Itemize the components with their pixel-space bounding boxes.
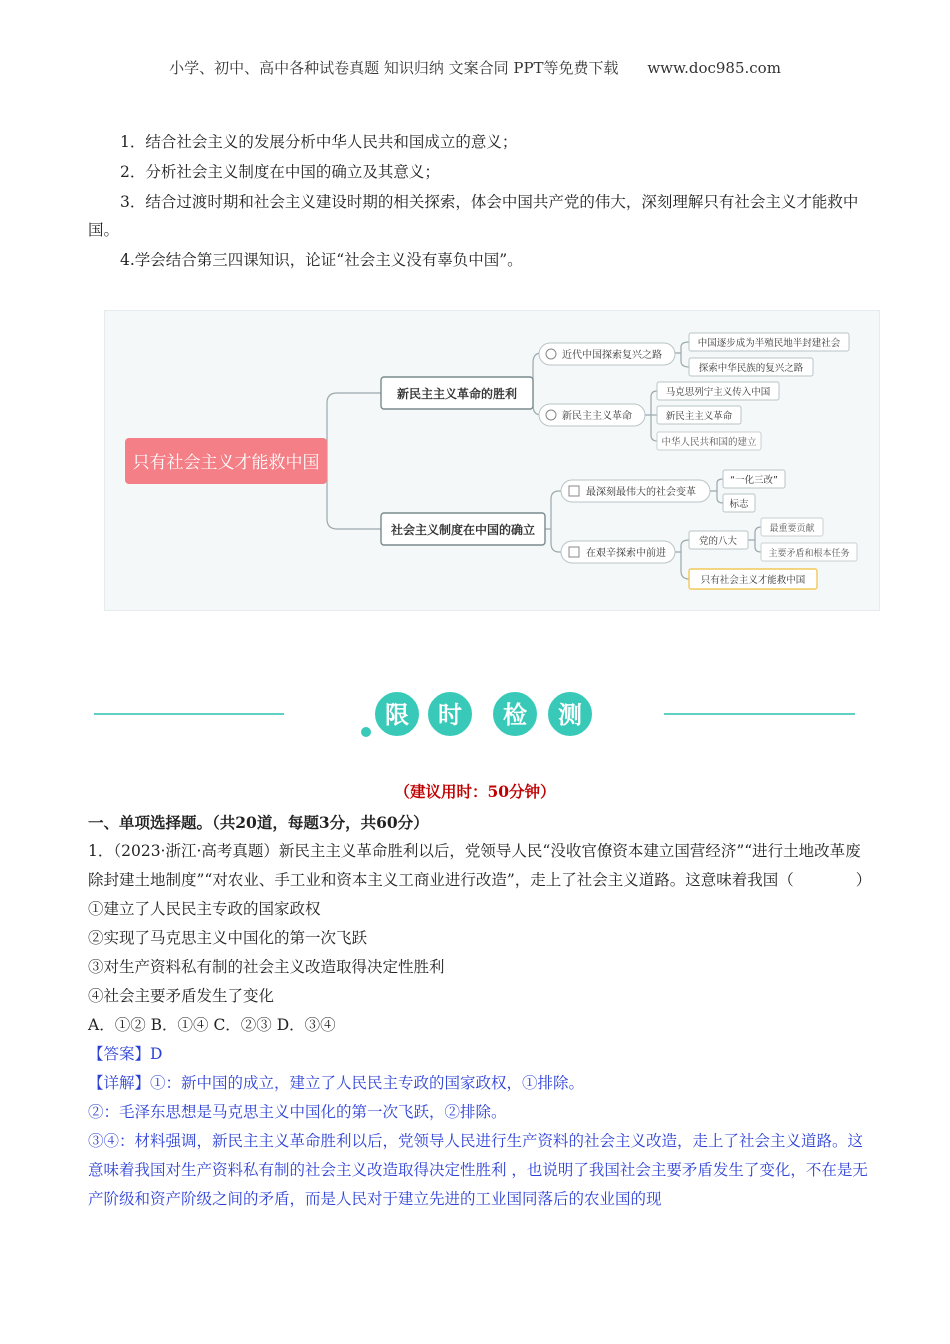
leaf-label: 新民主主义革命 — [665, 411, 733, 422]
leaf-label: 主要矛盾和根本任务 — [768, 549, 850, 559]
option-3: ③对生产资料私有制的社会主义改造取得决定性胜利 — [88, 958, 445, 976]
detail-line-2: ②：毛泽东思想是马克思主义中国化的第一次飞跃，②排除。 — [88, 1103, 507, 1121]
sub-label: 在艰辛探索中前进 — [586, 548, 666, 559]
branch-label: 社会主义制度在中国的确立 — [390, 523, 536, 537]
header-text: 小学、初中、高中各种试卷真题 知识归纳 文案合同 PPT等免费下载 — [169, 59, 619, 77]
detail-line-3: ③④：材料强调，新民主主义革命胜利以后，党领导人民进行生产资料的社会主义改造，走上了社会主义道路。这意味着我国对生产资料私有制的社会主义改造取得决定性胜利 ，也说明了我国社会主要矛盾发生了变化，不在是无产阶级和资产阶级之间的矛盾，而是人民对于建立先进的工业国同落后的农业国的现 — [88, 1132, 868, 1208]
banner-char: 时 — [438, 701, 462, 729]
leaf-label: 只有社会主义才能救中国 — [700, 575, 806, 586]
sub-label: 近代中国探索复兴之路 — [562, 350, 662, 361]
answer-value: D — [150, 1045, 163, 1063]
leaf-label: 中华人民共和国的建立 — [661, 437, 757, 448]
leaf-label: 中国逐步成为半殖民地半封建社会 — [697, 338, 841, 349]
option-2: ②实现了马克思主义中国化的第一次飞跃 — [88, 929, 368, 947]
question-stem: 1．（2023·浙江·高考真题）新民主主义革命胜利以后，党领导人民“没收官僚资本建立国营经济”“进行土地改革废除封建土地制度”“对农业、手工业和资本主义工商业进行改造”，走上了社会主义道路。这意味着我国（ ） — [88, 842, 872, 889]
leaf-label: 马克思列宁主义传入中国 — [665, 387, 771, 398]
question-block — [88, 808, 872, 1214]
objectives — [88, 128, 868, 274]
detail-label: 【详解】 — [88, 1074, 151, 1092]
mind-map — [104, 310, 880, 611]
time-note: （建议用时：50分钟） — [394, 782, 556, 801]
leaf-label: 探索中华民族的复兴之路 — [698, 363, 804, 374]
section-banner — [0, 690, 950, 740]
answer-label: 【答案】 — [88, 1045, 151, 1063]
sub-label: 最深刻最伟大的社会变革 — [586, 487, 696, 498]
page-header — [0, 57, 950, 78]
banner-char: 检 — [503, 701, 527, 729]
detail-text: ①：新中国的成立，建立了人民民主专政的国家政权，①排除。 — [150, 1074, 585, 1092]
banner-char: 测 — [558, 701, 582, 729]
branch-label: 新民主主义革命的胜利 — [396, 387, 518, 401]
sub-label: 新民主主义革命 — [562, 411, 632, 422]
objective-4: 4.学会结合第三四课知识，论证“社会主义没有辜负中国”。 — [120, 251, 523, 269]
leaf-label: 标志 — [729, 499, 749, 510]
option-4: ④社会主要矛盾发生了变化 — [88, 987, 275, 1005]
objective-1: 1．结合社会主义的发展分析中华人民共和国成立的意义； — [120, 133, 518, 151]
objective-2: 2．分析社会主义制度在中国的确立及其意义； — [120, 163, 440, 181]
root-label: 只有社会主义才能救中国 — [132, 453, 320, 473]
detail-line-1 — [88, 1069, 868, 1098]
answer-choices: A．①② B．①④ C．②③ D．③④ — [88, 1016, 336, 1034]
banner-dot — [361, 727, 371, 737]
leaf-label: “一化三改” — [730, 475, 778, 486]
option-1: ①建立了人民民主专政的国家政权 — [88, 900, 321, 918]
leaf-label: 最重要贡献 — [769, 524, 815, 534]
banner-char: 限 — [385, 701, 409, 729]
objective-3: 3．结合过渡时期和社会主义建设时期的相关探索，体会中国共产党的伟大，深刻理解只有社会主义才能救中国。 — [88, 193, 859, 239]
section-title: 一、单项选择题。（共20道，每题3分，共60分） — [88, 813, 429, 832]
header-url[interactable]: www.doc985.com — [647, 59, 781, 77]
answer-line — [88, 1040, 868, 1069]
leaf-label: 党的八大 — [698, 536, 738, 547]
